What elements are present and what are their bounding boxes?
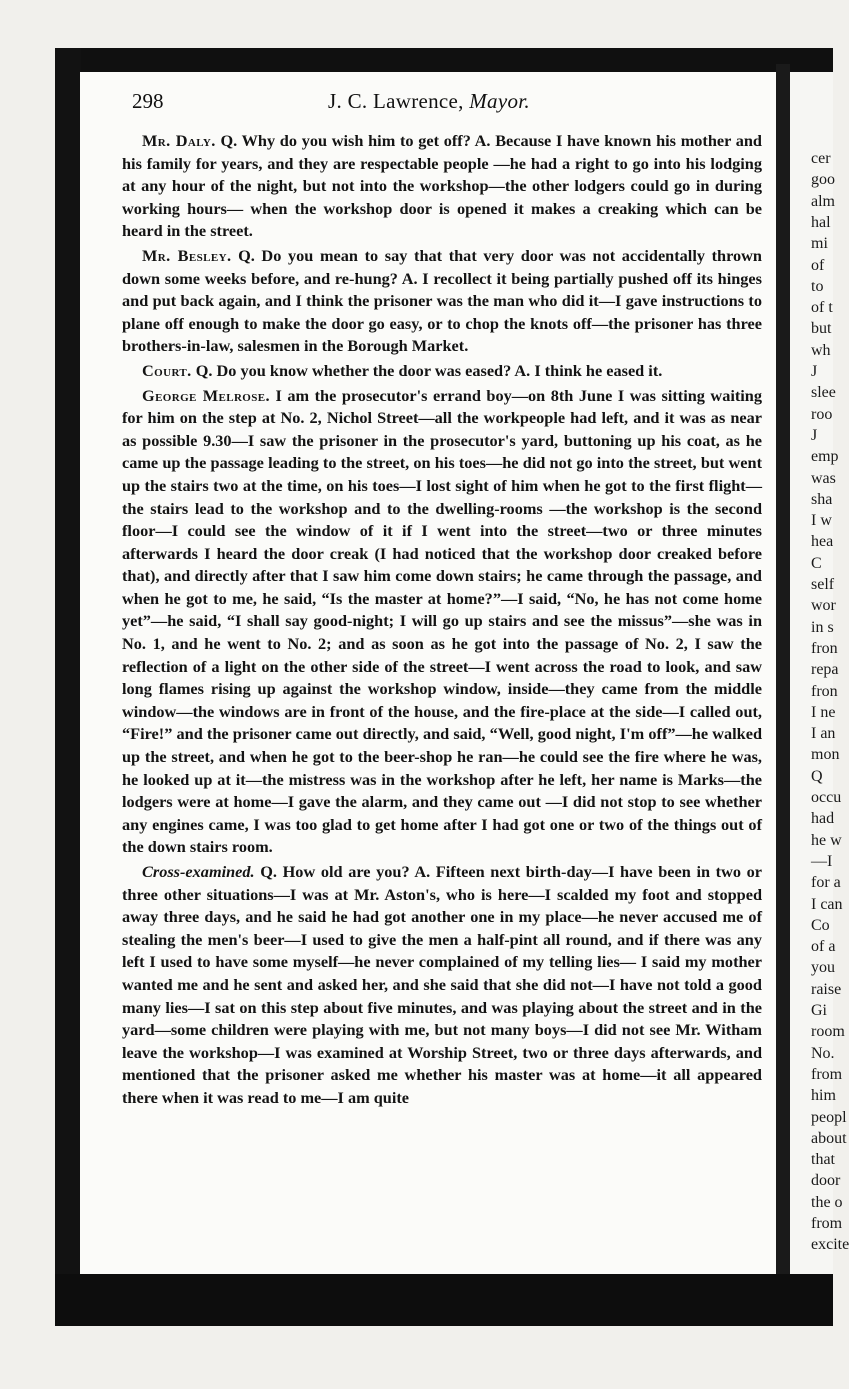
running-title-suffix: Mayor. [469,89,530,113]
facing-page-fragment: mon [811,746,840,764]
facing-page-fragment: door [811,1172,841,1190]
facing-page-fragment: J [811,426,818,444]
paragraph-court [122,360,762,383]
facing-page-fragment: cer [811,150,831,167]
facing-page-fragment: fron [811,682,838,700]
facing-page-fragment: peopl [811,1108,847,1126]
facing-page-fragment: wh [811,341,831,359]
facing-page-fragment: roo [811,405,833,423]
paragraph-besley [122,245,762,358]
running-title-name: J. C. Lawrence, [328,89,464,113]
paragraph-cross-examined [122,861,762,1110]
facing-page-fragment: occu [811,789,842,806]
paragraph-text: Q. Do you know whether the door was eased? A. I think he eased it. [195,360,663,380]
facing-page-fragment: him [811,1087,836,1105]
facing-page-fragment: from [811,1215,843,1232]
paragraph-text: Q. Why do you wish him to get off? A. Because I have known his mother and his family for years, and they are respectable people —he had a right to go into his lodging at any hour of the night, but not into the workshop—the other lodgers could go in during working hours— when the workshop door is opened it makes a creaking which can be heard in the street. [122,131,762,241]
facing-page-fragment: fron [811,639,838,657]
facing-page-fragment: self [811,576,835,593]
facing-page-fragment: the o [811,1193,843,1211]
facing-page-fragment: excite [811,1236,849,1254]
speaker-label: Court. [142,360,192,380]
facing-page-fragment: that [811,1151,835,1169]
facing-page-fragment: —I [811,852,833,870]
running-title [328,89,530,114]
facing-page-fragment: goo [811,171,835,189]
running-head [132,89,752,119]
facing-page-fragment: of [811,256,825,274]
facing-page-fragment: C [811,554,822,572]
paragraph-daly [122,130,762,243]
facing-page-fragment: alm [811,192,835,210]
scan-border-top [55,48,833,74]
facing-page-fragment: I ne [811,703,836,721]
left-page [80,72,776,1274]
facing-page-fragment: from [811,1065,843,1083]
facing-page-fragment: Q [811,767,823,785]
facing-page-fragment: he w [811,831,842,849]
speaker-label: George Melrose. [142,385,270,405]
facing-page-fragment: I can [811,895,843,913]
paragraph-melrose [122,385,762,859]
facing-page-fragment: No. [811,1044,835,1062]
scan-border-bottom [55,1274,833,1326]
page-body [122,130,762,1112]
facing-page-fragment: emp [811,448,839,466]
facing-page-fragment: you [811,959,835,977]
facing-page-fragment: wor [811,597,836,615]
facing-page-fragment: but [811,320,832,338]
facing-page-fragment: Co [811,916,830,934]
facing-page-fragment: hal [811,213,831,231]
facing-page-fragment: hea [811,533,834,551]
facing-page-fragment: repa [811,661,839,679]
scan-border-left [55,48,81,1308]
facing-page-fragment: of t [811,299,833,317]
facing-page-fragment: in s [811,618,834,636]
paragraph-text: Q. Do you mean to say that that very door was not accidentally thrown down some weeks before, and re-hung? A. I recollect it being partially pushed off its hinges and put back again, and I think the prisoner was the man who did it—I gave instructions to plane off enough to make the door go easy, or to chop the knots off—the prisoner has three brothers-in-law, salesmen in the Borough Market. [122,245,762,356]
facing-page-fragment: I w [811,512,832,530]
facing-page-fragment: Gi [811,1002,827,1019]
facing-page-fragment: J [811,363,818,380]
facing-page-edge [790,72,849,1274]
speaker-label: Mr. Besley. [142,245,232,265]
book-spine-gutter [776,64,790,1284]
page-number: 298 [132,89,164,113]
facing-page-fragment: about [811,1129,847,1147]
facing-page-fragment: mi [811,235,828,253]
cross-examined-label: Cross-examined. [142,862,255,881]
facing-page-fragment: slee [811,384,836,402]
facing-page-fragment: had [811,810,835,828]
facing-page-fragment: I an [811,725,836,743]
facing-page-fragment: was [811,469,836,487]
paragraph-text: I am the prosecutor's errand boy—on 8th June I was sitting waiting for him on the step at No. 2, Nichol Street—all the workpeople had left, and it was as near as possible 9.30—I saw the prisoner in the prosecutor's yard, buttoning up his coat, as he came up the passage leading to the street, on his toes—he did not go into the street, but went up the stairs two at the time, on his toes—I lost sight of him when he got to the first flight—the stairs lead to the workshop and to the dwelling-rooms —the workshop is the second floor—I could see the window of it if I went into the street—two or three minutes afterwards I heard the door creak (I had noticed that the workshop door creaked before that), and directly after that I saw him come down stairs; he came through the passage, and when he got to me, he said, “Is the master at home?”—I said, “No, he has not come home yet”—he said, “I shall say good-night; I will go up stairs and see the missus”—she was in No. 1, and he went to No. 2; and as soon as he got into the passage of No. 2, I saw the reflection of a light on the other side of the street—I went across the road to look, and saw long flames rising up against the workshop window, inside—they came from the middle window—the windows are in front of the house, and the fire-place at the side—I called out, “Fire!” and the prisoner came out directly, and said, “Well, good night, I'm off”—he walked up the street, and when he got to the beer-shop he ran—he could see the fire where he was, he looked up at it—the mistress was in the workshop after he left, her name is Marks—the lodgers were at home—I gave the alarm, and they came out —I did not stop to see whether any engines came, I was too glad to get home after I had got one or two of the things out of the down stairs room. [122,385,762,857]
facing-page-fragment: raise [811,980,842,998]
paragraph-text: Q. How old are you? A. Fifteen next birth-day—I have been in two or three other situations—I was at Mr. Aston's, who is here—I scalded my foot and stopped away three days, and he said he had got another one in my place—he never accused me of stealing the men's beer—I used to give the men a half-pint all round, and if there was any left I used to have some myself—he never complained of my telling lies— I said my mother wanted me and he sent and asked her, and she said that she did not—I have not told a good many lies—I sat on this step about five minutes, and was playing about the street and in the yard—some children were playing with me, but not many boys—I did not see Mr. Witham leave the workshop—I was examined at Worship Street, two or three days afterwards, and mentioned that the prisoner asked me whether his master was at home—it all appeared there when it was read to me—I am quite [122,862,762,1107]
facing-page-fragment: for a [811,874,841,892]
facing-page-fragment: sha [811,490,833,508]
facing-page-fragment: to [811,277,824,295]
facing-page-fragment: of a [811,938,836,956]
facing-page-fragment: room [811,1023,845,1041]
speaker-label: Mr. Daly. [142,131,216,150]
